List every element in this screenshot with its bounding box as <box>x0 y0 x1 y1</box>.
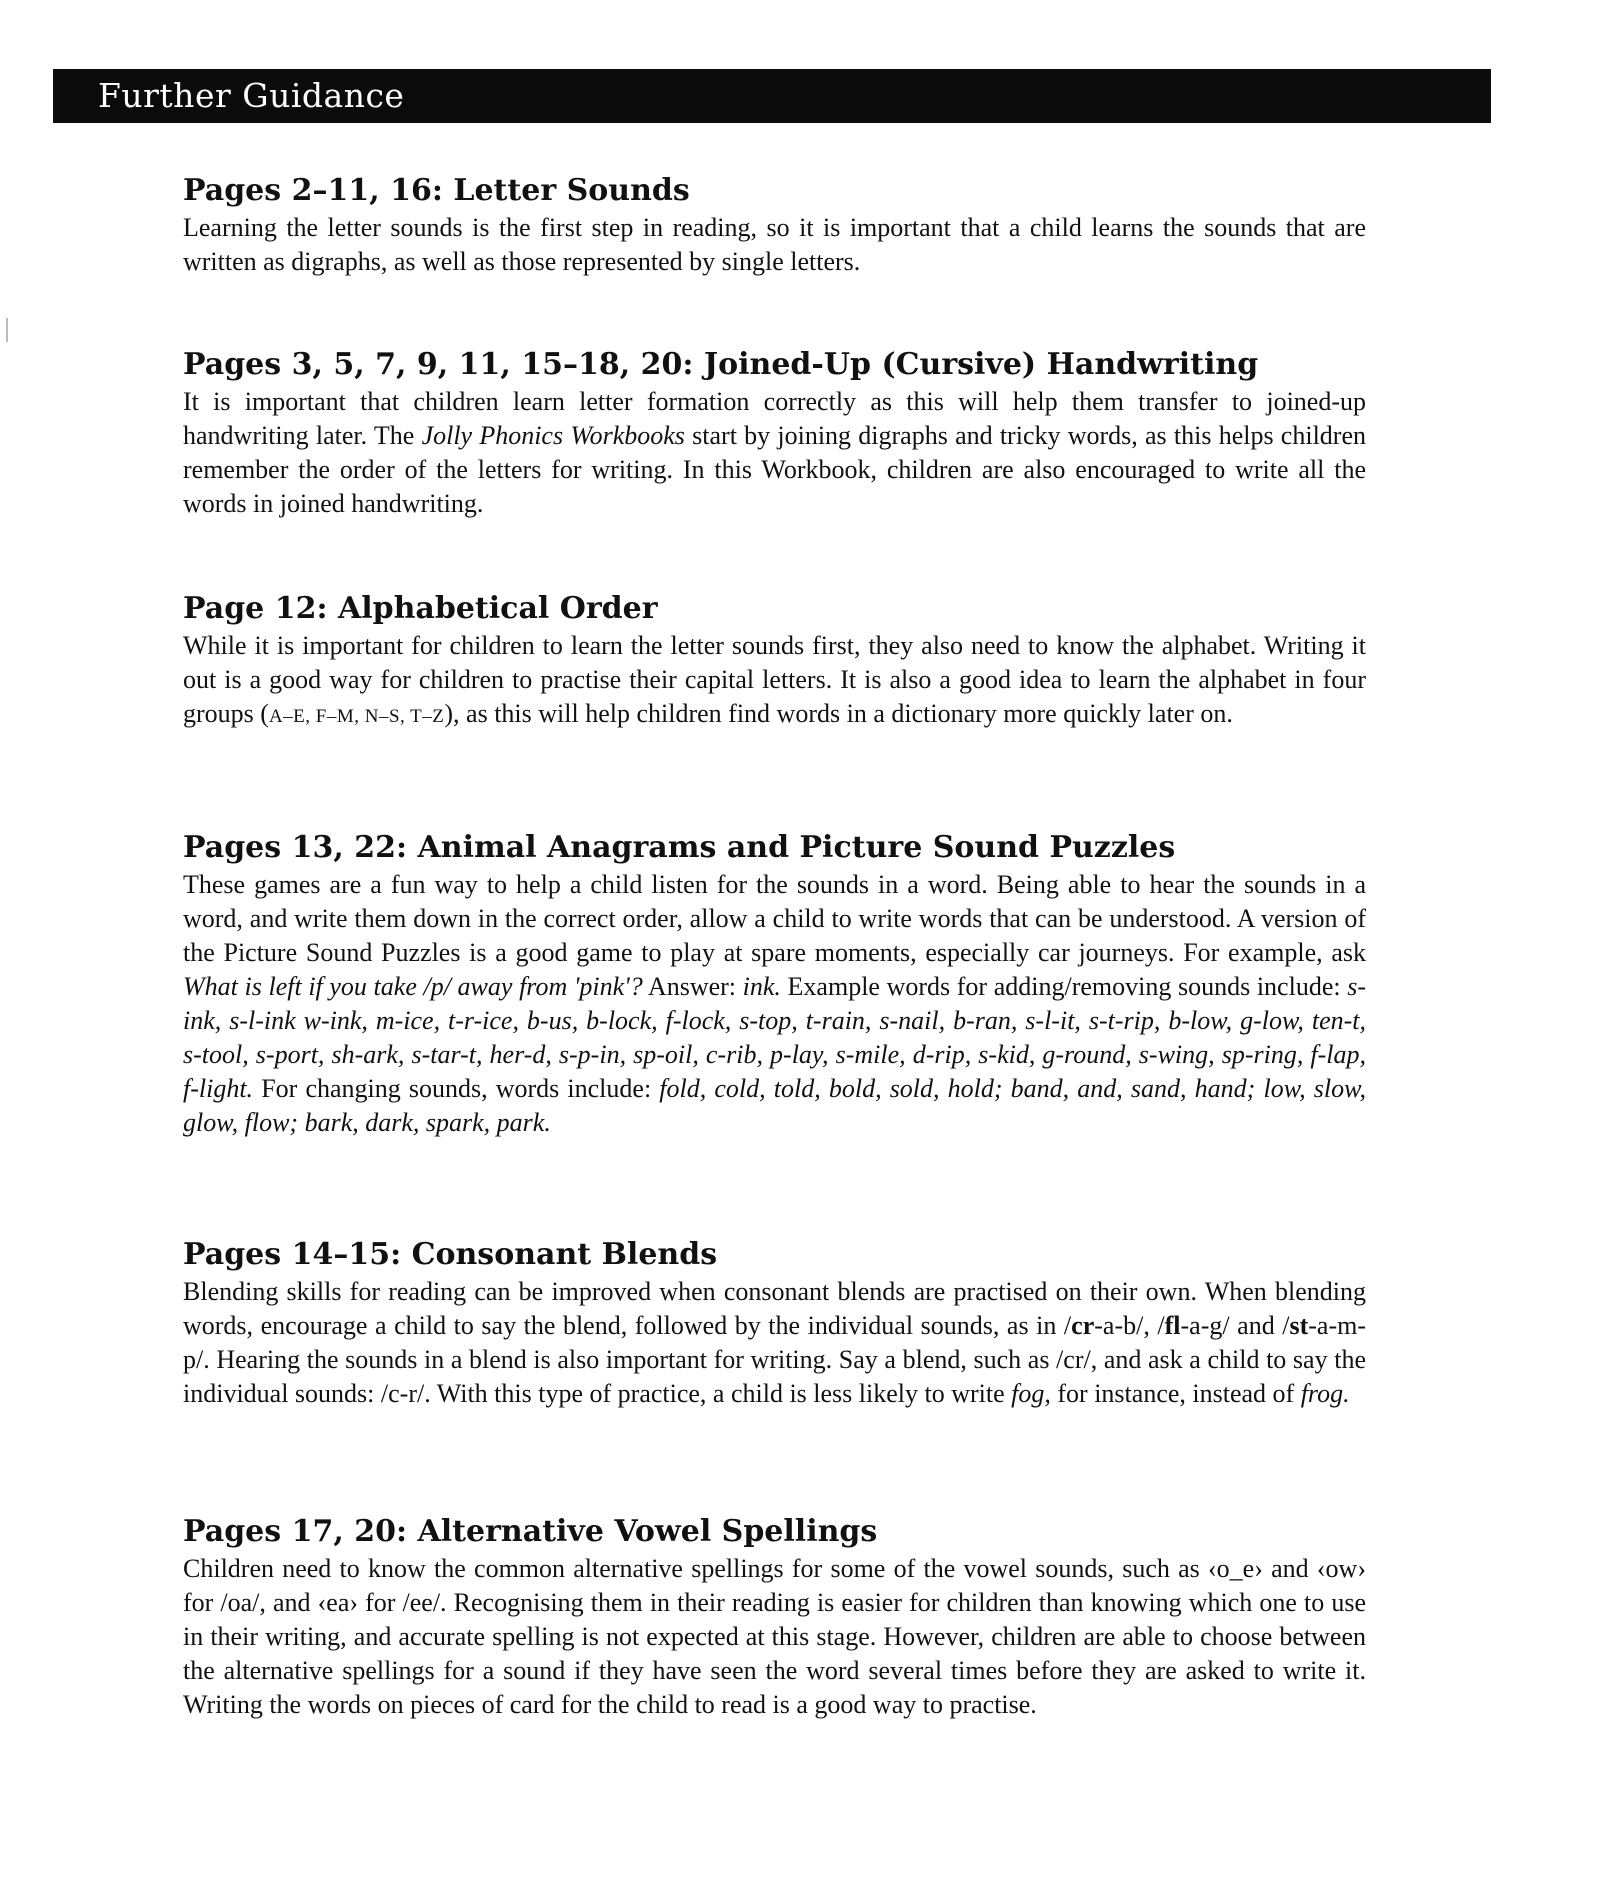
body-text-run: ), as this will help children find words in a dictionary more quickly later on. <box>444 699 1233 728</box>
body-text-run: st <box>1289 1311 1309 1340</box>
body-text-run: Answer: <box>642 972 743 1001</box>
section-animal-anagrams <box>183 828 1366 1140</box>
section-heading: Pages 17, 20: Alternative Vowel Spellings <box>183 1514 878 1549</box>
section-body <box>183 385 1366 521</box>
section-heading: Pages 3, 5, 7, 9, 11, 15–18, 20: Joined-Up (Cursive) Handwriting <box>183 347 1259 382</box>
body-text-run: -a-m-p/. Hearing the sounds in a blend is also important for writing. Say a blend, such as /cr/, and ask a child to say the individual sounds: /c-r/. With this type of practice, a child is less likely to write <box>183 1311 1367 1408</box>
body-text-run: While it is important for children to learn the letter sounds first, they also need to know the alphabet. Writing it out is a good way for children to practise their capital letters. It is also a good idea to learn the alphabet in four groups ( <box>183 631 1366 728</box>
body-text-run: Children need to know the common alternative spellings for some of the vowel sounds, such as ‹o_e› and ‹ow› for /oa/, and ‹ea› for /ee/. Recognising them in their reading is easier for children than knowing which one to use in their writing, and accurate spelling is not expected at this stage. However, children are able to choose between the alternative spellings for a sound if they have seen the word several times before they are asked to write it. Writing the words on pieces of card for the child to read is a good way to practise. <box>183 1554 1366 1719</box>
section-heading: Pages 14–15: Consonant Blends <box>183 1237 718 1272</box>
section-body <box>183 1552 1366 1722</box>
section-consonant-blends <box>183 1235 1366 1411</box>
section-letter-sounds <box>183 171 1366 279</box>
body-text-run: cr <box>1071 1311 1095 1340</box>
body-text-run: Learning the letter sounds is the first step in reading, so it is important that a child learns the sounds that are written as digraphs, as well as those represented by single letters. <box>183 213 1366 276</box>
body-text-run: frog. <box>1300 1379 1350 1408</box>
body-text-run: ink. <box>742 972 781 1001</box>
body-text-run: Blending skills for reading can be improved when consonant blends are practised on their own. When blending words, encourage a child to say the blend, followed by the individual sounds, as in / <box>183 1277 1366 1340</box>
section-joined-up-handwriting <box>183 345 1366 521</box>
section-alternative-vowel-spellings <box>183 1512 1366 1722</box>
section-heading: Pages 2–11, 16: Letter Sounds <box>183 173 690 208</box>
body-text-run: What is left if you take /p/ away from 'pink'? <box>183 972 643 1001</box>
body-text-run: It is important that children learn letter formation correctly as this will help them transfer to joined-up handwriting later. The <box>183 387 1366 450</box>
body-text-run: Example words for adding/removing sounds include: <box>780 972 1348 1001</box>
section-heading: Page 12: Alphabetical Order <box>183 591 658 626</box>
section-body <box>183 629 1366 734</box>
body-text-run: for instance, instead of <box>1050 1379 1301 1408</box>
header-bar <box>53 69 1491 123</box>
body-text-run: For changing sounds, words include: <box>253 1074 660 1103</box>
section-body <box>183 211 1366 279</box>
body-text-run: Jolly Phonics Workbooks <box>421 421 685 450</box>
section-body <box>183 868 1366 1140</box>
body-text-run: start by joining digraphs and tricky words, as this helps children remember the order of the letters for writing. In this Workbook, children are also encouraged to write all the words in joined handwriting. <box>183 421 1366 518</box>
body-text-run: s-ink, s-l-ink w-ink, m-ice, t-r-ice, b-us, b-lock, f-lock, s-top, t-rain, s-nail, b-ran, s-l-it, s-t-rip, b-low, g-low, ten-t, s-tool, s-port, sh-ark, s-tar-t, her-d, s-p-in, sp-oil, c-rib, p-lay, s-mile, d-rip, s-kid, g-round, s-wing, sp-ring, f-lap, f-light. <box>183 972 1366 1103</box>
section-body <box>183 1275 1366 1411</box>
body-text-run: fog, <box>1011 1379 1051 1408</box>
body-text-run: fold, cold, told, bold, sold, hold; band, and, sand, hand; low, slow, glow, flow; bark, dark, spark, park. <box>183 1074 1366 1137</box>
body-text-run: fl <box>1164 1311 1181 1340</box>
section-alphabetical-order <box>183 589 1366 734</box>
body-text-run: -a-b/, / <box>1094 1311 1165 1340</box>
section-heading: Pages 13, 22: Animal Anagrams and Picture Sound Puzzles <box>183 830 1176 865</box>
margin-mark <box>6 318 8 342</box>
body-text-run: These games are a fun way to help a child listen for the sounds in a word. Being able to hear the sounds in a word, and write them down in the correct order, allow a child to write words that can be understood. A version of the Picture Sound Puzzles is a good game to play at spare moments, especially car journeys. For example, ask <box>183 870 1366 967</box>
body-text-run: -a-g/ and / <box>1180 1311 1290 1340</box>
body-text-run: A–E, F–M, N–S, T–Z <box>268 706 445 727</box>
header-title: Further Guidance <box>98 76 405 115</box>
